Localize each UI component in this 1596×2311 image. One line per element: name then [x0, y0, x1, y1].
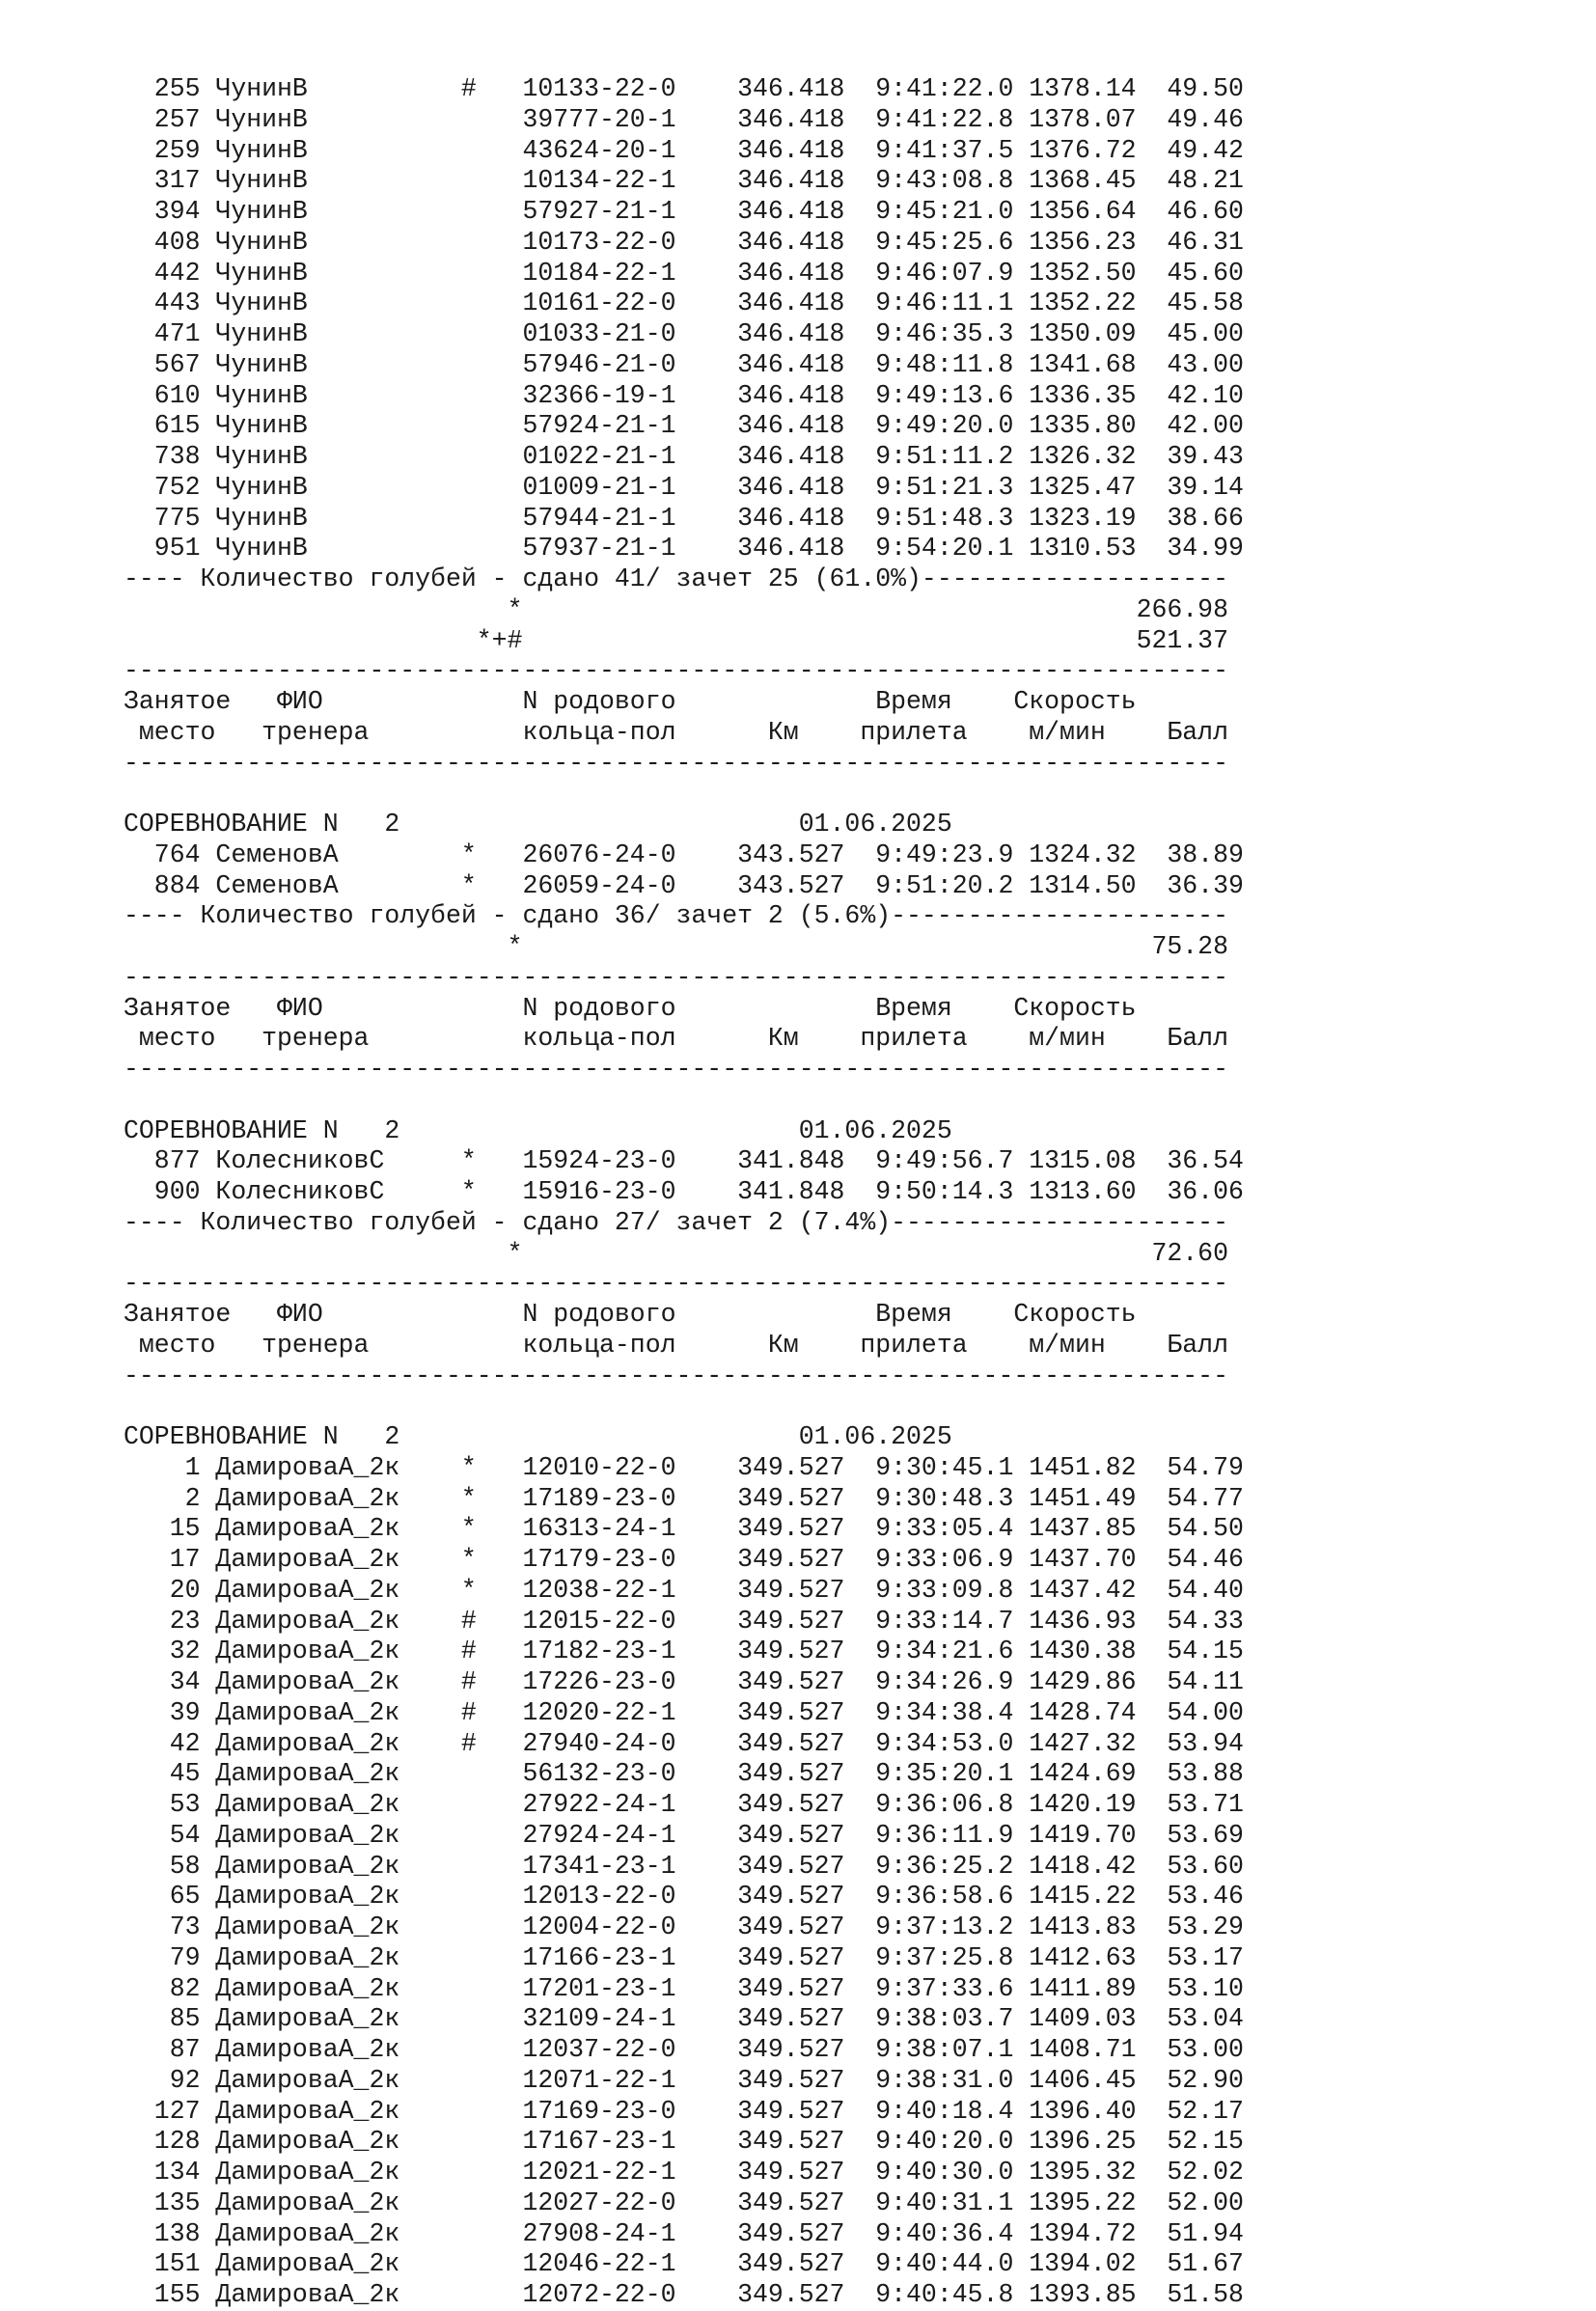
text-line: 17 ДамироваА_2к * 17179-23-0 349.527 9:33:06.9 1437.70 54.46 — [124, 1545, 1244, 1574]
text-line: 775 ЧунинВ 57944-21-1 346.418 9:51:48.3 1323.19 38.66 — [124, 503, 1244, 533]
text-line: 73 ДамироваА_2к 12004-22-0 349.527 9:37:13.2 1413.83 53.29 — [124, 1912, 1244, 1941]
text-line: 92 ДамироваА_2к 12071-22-1 349.527 9:38:31.0 1406.45 52.90 — [124, 2065, 1244, 2095]
text-line — [124, 1086, 1513, 1116]
text-line: 20 ДамироваА_2к * 12038-22-1 349.527 9:33:09.8 1437.42 54.40 — [124, 1575, 1244, 1605]
text-line: *+# 521.37 — [124, 625, 1228, 655]
text-line: 567 ЧунинВ 57946-21-0 346.418 9:48:11.8 1341.68 43.00 — [124, 349, 1244, 379]
text-line: 39 ДамироваА_2к # 12020-22-1 349.527 9:34:38.4 1428.74 54.00 — [124, 1697, 1244, 1727]
text-line: СОРЕВНОВАНИЕ N 2 01.06.2025 — [124, 1422, 952, 1451]
text-line: 877 КолесниковС * 15924-23-0 341.848 9:49:56.7 1315.08 36.54 — [124, 1146, 1244, 1176]
text-line: Занятое ФИО N родового Время Скорость — [124, 687, 1137, 716]
text-line: ------------------------------------------------------------------------ — [124, 962, 1228, 992]
text-line: 65 ДамироваА_2к 12013-22-0 349.527 9:36:58.6 1415.22 53.46 — [124, 1882, 1244, 1912]
results-printout — [124, 74, 1513, 2311]
text-line: 443 ЧунинВ 10161-22-0 346.418 9:46:11.1 1352.22 45.58 — [124, 289, 1244, 318]
text-line: 34 ДамироваА_2к # 17226-23-0 349.527 9:34:26.9 1429.86 54.11 — [124, 1667, 1244, 1696]
text-line: 42 ДамироваА_2к # 27940-24-0 349.527 9:34:53.0 1427.32 53.94 — [124, 1728, 1244, 1758]
text-line: * 266.98 — [124, 594, 1228, 624]
text-line: Занятое ФИО N родового Время Скорость — [124, 993, 1137, 1023]
text-line: 87 ДамироваА_2к 12037-22-0 349.527 9:38:07.1 1408.71 53.00 — [124, 2035, 1244, 2064]
text-line: 951 ЧунинВ 57937-21-1 346.418 9:54:20.1 1310.53 34.99 — [124, 534, 1244, 564]
text-line: 15 ДамироваА_2к * 16313-24-1 349.527 9:33:05.4 1437.85 54.50 — [124, 1514, 1244, 1544]
text-line — [124, 779, 1513, 810]
text-line: 408 ЧунинВ 10173-22-0 346.418 9:45:25.6 1356.23 46.31 — [124, 227, 1244, 257]
text-line: 900 КолесниковС * 15916-23-0 341.848 9:50:14.3 1313.60 36.06 — [124, 1177, 1244, 1206]
text-line: 394 ЧунинВ 57927-21-1 346.418 9:45:21.0 1356.64 46.60 — [124, 197, 1244, 226]
text-line: * 75.28 — [124, 932, 1228, 961]
text-line: 738 ЧунинВ 01022-21-1 346.418 9:51:11.2 1326.32 39.43 — [124, 442, 1244, 471]
text-line: Занятое ФИО N родового Время Скорость — [124, 1300, 1137, 1329]
text-line: 257 ЧунинВ 39777-20-1 346.418 9:41:22.8 1378.07 49.46 — [124, 104, 1244, 134]
text-line: 138 ДамироваА_2к 27908-24-1 349.527 9:40:36.4 1394.72 51.94 — [124, 2218, 1244, 2248]
text-line: 471 ЧунинВ 01033-21-0 346.418 9:46:35.3 1350.09 45.00 — [124, 319, 1244, 348]
text-line: 32 ДамироваА_2к # 17182-23-1 349.527 9:34:21.6 1430.38 54.15 — [124, 1637, 1244, 1666]
text-line: ------------------------------------------------------------------------ — [124, 1361, 1228, 1390]
text-line: 134 ДамироваА_2к 12021-22-1 349.527 9:40:30.0 1395.32 52.02 — [124, 2158, 1244, 2187]
text-line: * 72.60 — [124, 1238, 1228, 1268]
text-line: 58 ДамироваА_2к 17341-23-1 349.527 9:36:25.2 1418.42 53.60 — [124, 1851, 1244, 1881]
text-line: место тренера кольца-пол Км прилета м/мин Балл — [124, 1330, 1228, 1360]
text-line: 79 ДамироваА_2к 17166-23-1 349.527 9:37:25.8 1412.63 53.17 — [124, 1942, 1244, 1972]
text-line: 752 ЧунинВ 01009-21-1 346.418 9:51:21.3 1325.47 39.14 — [124, 472, 1244, 502]
text-line: 135 ДамироваА_2к 12027-22-0 349.527 9:40:31.1 1395.22 52.00 — [124, 2187, 1244, 2217]
text-line: 255 ЧунинВ # 10133-22-0 346.418 9:41:22.0 1378.14 49.50 — [124, 74, 1244, 103]
text-line: 53 ДамироваА_2к 27922-24-1 349.527 9:36:06.8 1420.19 53.71 — [124, 1790, 1244, 1819]
text-line: 128 ДамироваА_2к 17167-23-1 349.527 9:40:20.0 1396.25 52.15 — [124, 2127, 1244, 2157]
text-line: 85 ДамироваА_2к 32109-24-1 349.527 9:38:03.7 1409.03 53.04 — [124, 2004, 1244, 2034]
text-line — [124, 1391, 1513, 1422]
text-line: 54 ДамироваА_2к 27924-24-1 349.527 9:36:11.9 1419.70 53.69 — [124, 1820, 1244, 1850]
text-line: СОРЕВНОВАНИЕ N 2 01.06.2025 — [124, 810, 952, 839]
text-line: ------------------------------------------------------------------------ — [124, 1055, 1228, 1084]
text-line: 615 ЧунинВ 57924-21-1 346.418 9:49:20.0 1335.80 42.00 — [124, 411, 1244, 441]
text-line: 82 ДамироваА_2к 17201-23-1 349.527 9:37:33.6 1411.89 53.10 — [124, 1973, 1244, 2003]
text-line: 2 ДамироваА_2к * 17189-23-0 349.527 9:30:48.3 1451.49 54.77 — [124, 1483, 1244, 1513]
text-line: ---- Количество голубей - сдано 41/ зачет 25 (61.0%)-------------------- — [124, 564, 1228, 593]
text-line: 155 ДамироваА_2к 12072-22-0 349.527 9:40:45.8 1393.85 51.58 — [124, 2280, 1244, 2309]
text-line: 23 ДамироваА_2к # 12015-22-0 349.527 9:33:14.7 1436.93 54.33 — [124, 1606, 1244, 1636]
text-line: 45 ДамироваА_2к 56132-23-0 349.527 9:35:20.1 1424.69 53.88 — [124, 1759, 1244, 1789]
text-line: ------------------------------------------------------------------------ — [124, 656, 1228, 686]
text-line: 1 ДамироваА_2к * 12010-22-0 349.527 9:30:45.1 1451.82 54.79 — [124, 1452, 1244, 1482]
text-line: место тренера кольца-пол Км прилета м/мин Балл — [124, 717, 1228, 747]
text-line: 317 ЧунинВ 10134-22-1 346.418 9:43:08.8 1368.45 48.21 — [124, 166, 1244, 196]
text-line: ------------------------------------------------------------------------ — [124, 748, 1228, 778]
text-line: 442 ЧунинВ 10184-22-1 346.418 9:46:07.9 1352.50 45.60 — [124, 258, 1244, 288]
text-line: СОРЕВНОВАНИЕ N 2 01.06.2025 — [124, 1115, 952, 1145]
text-line: 884 СеменовА * 26059-24-0 343.527 9:51:20.2 1314.50 36.39 — [124, 870, 1244, 900]
text-line: 127 ДамироваА_2к 17169-23-0 349.527 9:40:18.4 1396.40 52.17 — [124, 2096, 1244, 2126]
text-line: ------------------------------------------------------------------------ — [124, 1269, 1228, 1299]
text-line: место тренера кольца-пол Км прилета м/мин Балл — [124, 1024, 1228, 1054]
text-line: 764 СеменовА * 26076-24-0 343.527 9:49:23.9 1324.32 38.89 — [124, 839, 1244, 869]
text-line: ---- Количество голубей - сдано 27/ зачет 2 (7.4%)---------------------- — [124, 1207, 1228, 1237]
text-line: 259 ЧунинВ 43624-20-1 346.418 9:41:37.5 1376.72 49.42 — [124, 135, 1244, 165]
text-line: 151 ДамироваА_2к 12046-22-1 349.527 9:40:44.0 1394.02 51.67 — [124, 2249, 1244, 2279]
text-line: ---- Количество голубей - сдано 36/ зачет 2 (5.6%)---------------------- — [124, 901, 1228, 931]
text-line: 610 ЧунинВ 32366-19-1 346.418 9:49:13.6 1336.35 42.10 — [124, 380, 1244, 410]
